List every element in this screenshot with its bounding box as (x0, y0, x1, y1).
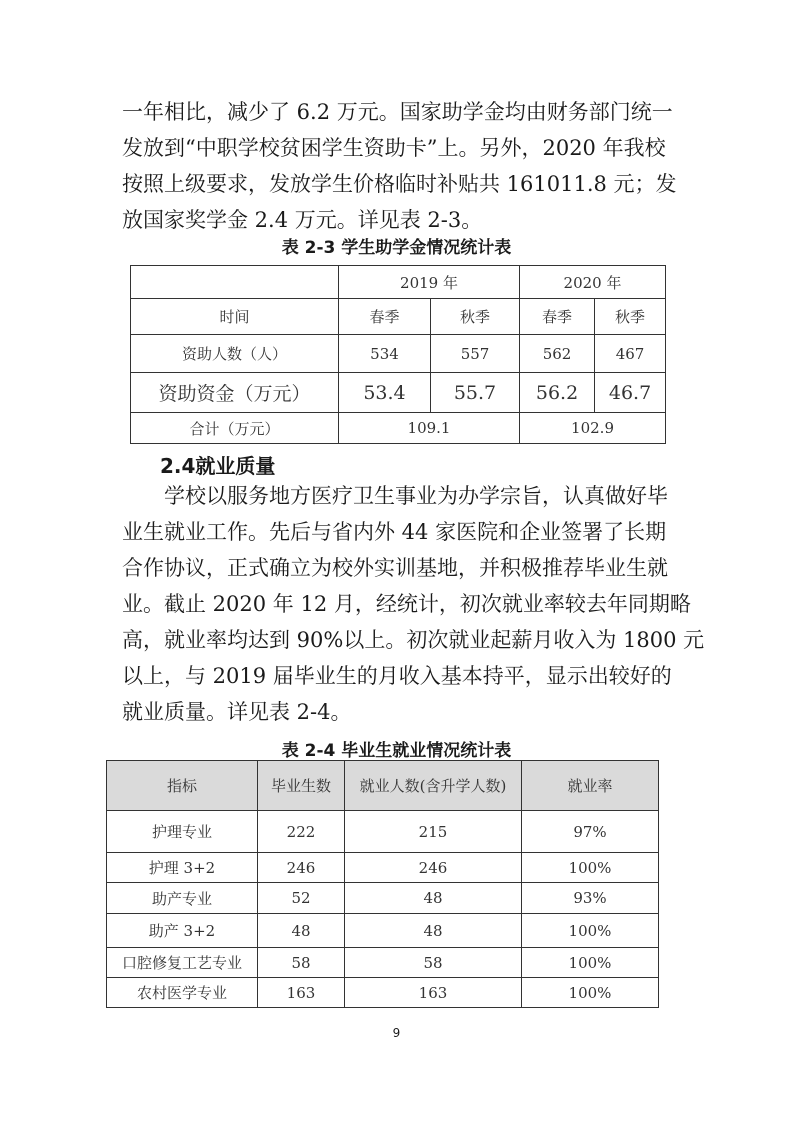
table-cell: 109.1 (339, 413, 520, 444)
row-label: 资助资金（万元） (131, 373, 339, 413)
paragraph-1 (122, 94, 677, 238)
row-label: 合计（万元） (131, 413, 339, 444)
table-cell: 46.7 (595, 373, 666, 413)
table-cell: 562 (520, 335, 595, 373)
paragraph-2 (122, 478, 705, 730)
paragraph-line: 高，就业率均达到 90%以上。初次就业起薪月收入为 1800 元 (122, 628, 705, 652)
section-heading: 2.4就业质量 (160, 454, 276, 478)
paragraph-line: 发放到“中职学校贫困学生资助卡”上。另外，2020 年我校 (122, 136, 666, 160)
paragraph-line: 学校以服务地方医疗卫生事业为办学宗旨，认真做好毕 (164, 484, 668, 508)
table-row (107, 948, 659, 978)
year-header-2019: 2019 年 (339, 266, 520, 299)
table-cell: 口腔修复工艺专业 (107, 948, 258, 978)
table-cell-empty (131, 266, 339, 299)
table-cell: 246 (258, 853, 345, 883)
table-cell: 163 (258, 978, 345, 1008)
table-cell: 52 (258, 883, 345, 914)
table-cell: 秋季 (595, 299, 666, 335)
paragraph-line: 业生就业工作。先后与省内外 44 家医院和企业签署了长期 (122, 520, 667, 544)
table-cell: 助产专业 (107, 883, 258, 914)
table-row (131, 413, 666, 444)
table-cell: 护理专业 (107, 811, 258, 853)
table-row (107, 853, 659, 883)
table-cell: 农村医学专业 (107, 978, 258, 1008)
table-caption-2-4: 表 2-4 毕业生就业情况统计表 (281, 741, 512, 761)
table-cell: 秋季 (431, 299, 520, 335)
table-cell: 55.7 (431, 373, 520, 413)
table-cell: 215 (345, 811, 522, 853)
table-cell: 163 (345, 978, 522, 1008)
table-row (131, 335, 666, 373)
table-row (131, 373, 666, 413)
table-cell: 97% (522, 811, 659, 853)
table-cell: 58 (258, 948, 345, 978)
paragraph-line: 放国家奖学金 2.4 万元。详见表 2-3。 (122, 208, 483, 232)
paragraph-line: 合作协议，正式确立为校外实训基地，并积极推荐毕业生就 (122, 556, 668, 580)
table-row (107, 978, 659, 1008)
paragraph-line: 一年相比，减少了 6.2 万元。国家助学金均由财务部门统一 (122, 100, 673, 124)
table-cell: 534 (339, 335, 431, 373)
table-row (107, 811, 659, 853)
table-cell: 222 (258, 811, 345, 853)
column-header: 毕业生数 (258, 761, 345, 811)
table-cell: 100% (522, 914, 659, 948)
row-label: 时间 (131, 299, 339, 335)
table-cell: 100% (522, 948, 659, 978)
table-cell: 93% (522, 883, 659, 914)
row-label: 资助人数（人） (131, 335, 339, 373)
table-cell: 246 (345, 853, 522, 883)
column-header: 就业人数(含升学人数) (345, 761, 522, 811)
employment-table (106, 760, 659, 1008)
page-number: 9 (392, 1026, 401, 1040)
paragraph-line: 就业质量。详见表 2-4。 (122, 700, 352, 724)
paragraph-line: 以上，与 2019 届毕业生的月收入基本持平，显示出较好的 (122, 664, 672, 688)
table-cell: 58 (345, 948, 522, 978)
table-cell: 48 (258, 914, 345, 948)
year-header-2020: 2020 年 (520, 266, 666, 299)
table-row (107, 914, 659, 948)
table-caption-2-3: 表 2-3 学生助学金情况统计表 (281, 238, 512, 258)
table-cell: 春季 (339, 299, 431, 335)
paragraph-line: 按照上级要求，发放学生价格临时补贴共 161011.8 元；发 (122, 172, 677, 196)
table-cell: 53.4 (339, 373, 431, 413)
table-cell: 48 (345, 914, 522, 948)
table-cell: 56.2 (520, 373, 595, 413)
table-header-row (107, 761, 659, 811)
paragraph-line: 业。截止 2020 年 12 月，经统计，初次就业率较去年同期略 (122, 592, 691, 616)
table-row (131, 299, 666, 335)
table-cell: 48 (345, 883, 522, 914)
table-cell: 春季 (520, 299, 595, 335)
table-row (107, 883, 659, 914)
table-cell: 102.9 (520, 413, 666, 444)
table-cell: 护理 3+2 (107, 853, 258, 883)
student-aid-table (130, 265, 666, 444)
column-header: 指标 (107, 761, 258, 811)
table-cell: 助产 3+2 (107, 914, 258, 948)
column-header: 就业率 (522, 761, 659, 811)
table-row (131, 266, 666, 299)
table-cell: 100% (522, 853, 659, 883)
table-cell: 100% (522, 978, 659, 1008)
table-cell: 557 (431, 335, 520, 373)
table-cell: 467 (595, 335, 666, 373)
